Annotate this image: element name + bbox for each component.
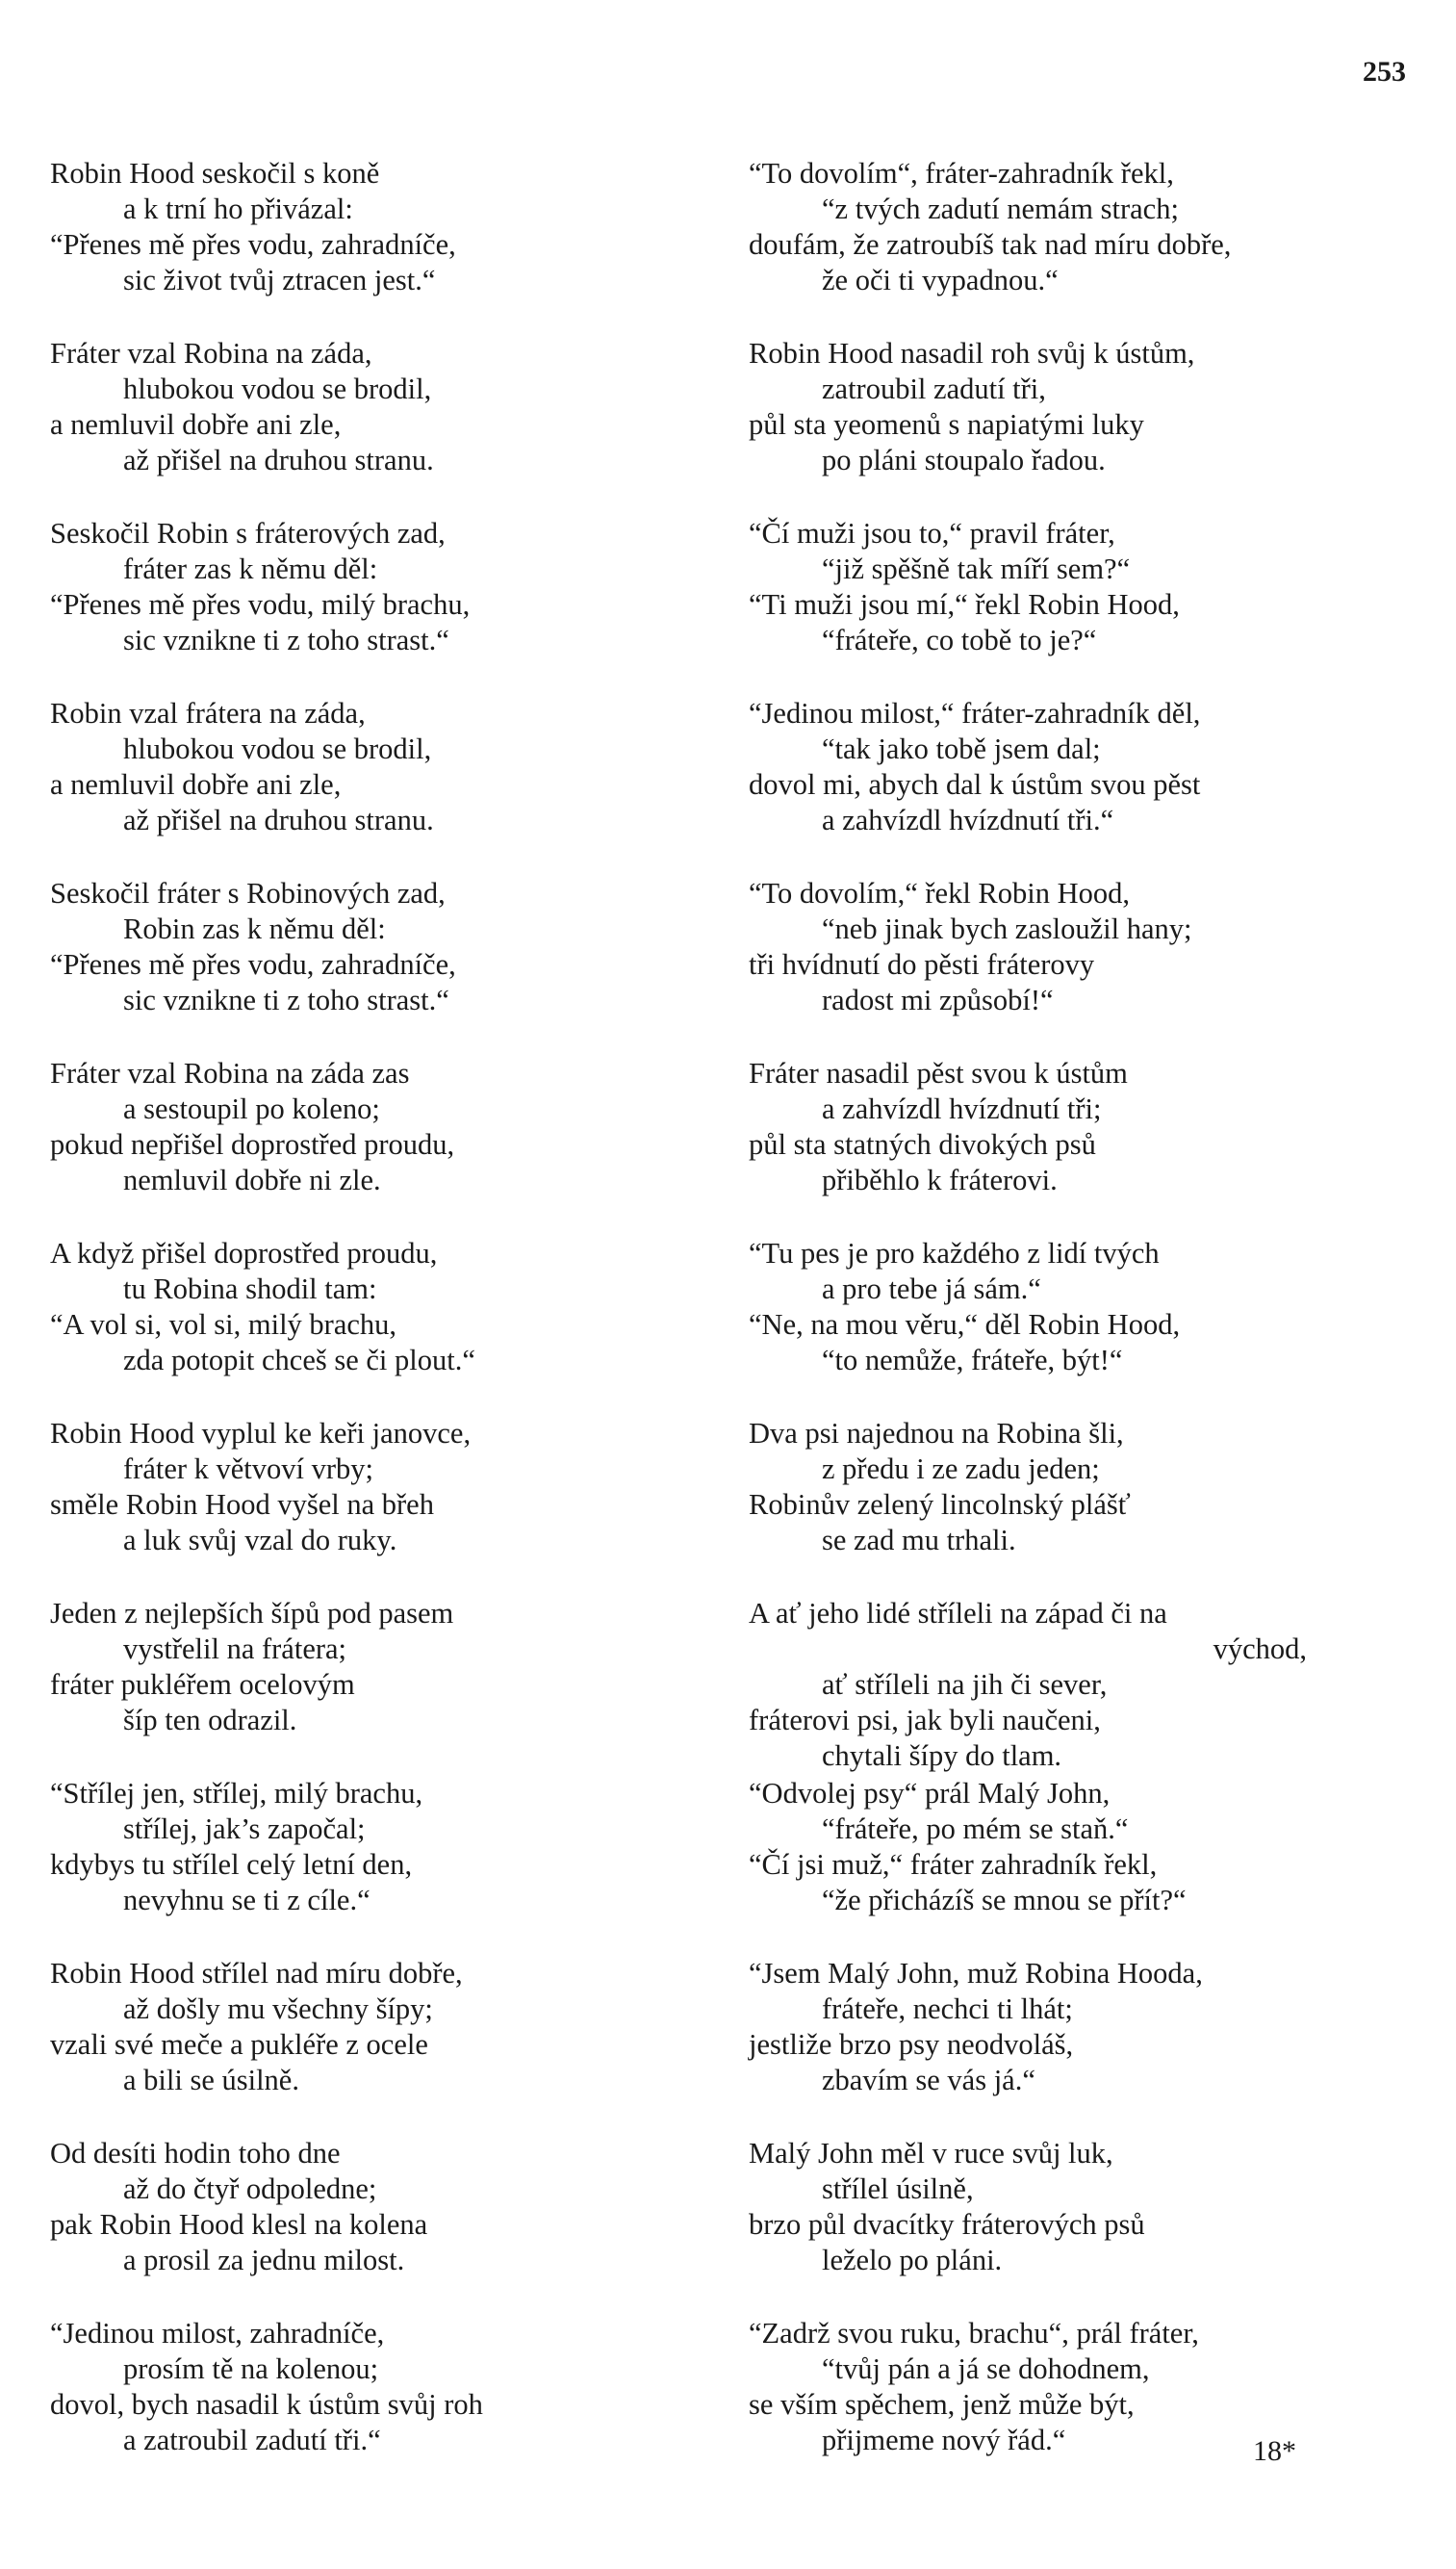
verse-line: Fráter vzal Robina na záda zas bbox=[50, 1057, 410, 1090]
verse-line: fráter pukléřem ocelovým bbox=[50, 1668, 355, 1701]
verse-line: “že přicházíš se mnou se přít?“ bbox=[822, 1884, 1187, 1916]
stanza bbox=[749, 1776, 1422, 1956]
verse-line: střílej, jak’s započal; bbox=[123, 1812, 366, 1845]
verse-line: zatroubil zadutí tři, bbox=[822, 373, 1046, 405]
page-number: 253 bbox=[1363, 56, 1406, 88]
stanza bbox=[50, 156, 714, 336]
verse-line: dovol, bych nasadil k ústům svůj roh bbox=[50, 2388, 483, 2421]
verse-line: “Ti muži jsou mí,“ řekl Robin Hood, bbox=[749, 588, 1180, 621]
verse-line: “tvůj pán a já se dohodnem, bbox=[822, 2352, 1150, 2385]
verse-line: Robin vzal frátera na záda, bbox=[50, 697, 366, 730]
stanza bbox=[749, 2316, 1422, 2496]
verse-line: zbavím se vás já.“ bbox=[822, 2064, 1035, 2096]
verse-line: vystřelil na frátera; bbox=[123, 1632, 347, 1665]
right-column bbox=[749, 156, 1422, 2496]
verse-line: východ, bbox=[1213, 1632, 1307, 1665]
verse-line: “Jedinou milost,“ fráter-zahradník děl, bbox=[749, 697, 1201, 730]
verse-line: “již spěšně tak míří sem?“ bbox=[822, 552, 1131, 585]
verse-line: fráterovi psi, jak byli naučeni, bbox=[749, 1704, 1101, 1736]
verse-line: tři hvídnutí do pěsti fráterovy bbox=[749, 948, 1095, 981]
stanza bbox=[50, 1416, 714, 1596]
verse-line: doufám, že zatroubíš tak nad míru dobře, bbox=[749, 228, 1232, 261]
stanza bbox=[50, 1776, 714, 1956]
verse-line: a zahvízdl hvízdnutí tři.“ bbox=[822, 804, 1114, 836]
verse-line: směle Robin Hood vyšel na břeh bbox=[50, 1488, 434, 1521]
stanza bbox=[749, 156, 1422, 336]
verse-line: “To dovolím“, fráter-zahradník řekl, bbox=[749, 157, 1174, 190]
verse-line: “Střílej jen, střílej, milý brachu, bbox=[50, 1777, 423, 1810]
verse-line: jestliže brzo psy neodvoláš, bbox=[749, 2028, 1074, 2061]
verse-line: nevyhnu se ti z cíle.“ bbox=[123, 1884, 370, 1916]
verse-line: pak Robin Hood klesl na kolena bbox=[50, 2208, 428, 2241]
verse-line: Fráter nasadil pěst svou k ústům bbox=[749, 1057, 1128, 1090]
stanza bbox=[749, 1596, 1422, 1776]
verse-line: kdybys tu střílel celý letní den, bbox=[50, 1848, 413, 1881]
verse-line: “z tvých zadutí nemám strach; bbox=[822, 193, 1179, 225]
verse-line: a prosil za jednu milost. bbox=[123, 2244, 405, 2276]
verse-line: a nemluvil dobře ani zle, bbox=[50, 768, 342, 801]
verse-line: a nemluvil dobře ani zle, bbox=[50, 408, 342, 441]
verse-line: se vším spěchem, jenž může být, bbox=[749, 2388, 1135, 2421]
verse-line: Robin Hood střílel nad míru dobře, bbox=[50, 1957, 463, 1990]
stanza bbox=[50, 1956, 714, 2136]
verse-line: vzali své meče a pukléře z ocele bbox=[50, 2028, 428, 2061]
verse-line: brzo půl dvacítky fráterových psů bbox=[749, 2208, 1145, 2241]
verse-line: Robin Hood seskočil s koně bbox=[50, 157, 380, 190]
verse-line: Seskočil fráter s Robinových zad, bbox=[50, 877, 446, 910]
stanza bbox=[749, 1956, 1422, 2136]
verse-line: “Čí jsi muž,“ fráter zahradník řekl, bbox=[749, 1848, 1158, 1881]
verse-line: “Odvolej psy“ prál Malý John, bbox=[749, 1777, 1111, 1810]
stanza bbox=[50, 336, 714, 516]
verse-line: “A vol si, vol si, milý brachu, bbox=[50, 1308, 397, 1341]
verse-line: a zatroubil zadutí tři.“ bbox=[123, 2424, 381, 2456]
verse-line: “fráteře, co tobě to je?“ bbox=[822, 624, 1097, 656]
verse-line: střílel úsilně, bbox=[822, 2172, 974, 2205]
verse-line: “Tu pes je pro každého z lidí tvých bbox=[749, 1237, 1160, 1270]
verse-line: hlubokou vodou se brodil, bbox=[123, 732, 432, 765]
verse-line: tu Robina shodil tam: bbox=[123, 1272, 377, 1305]
verse-line: Robin Hood vyplul ke keři janovce, bbox=[50, 1417, 472, 1450]
verse-line: leželo po pláni. bbox=[822, 2244, 1003, 2276]
verse-line: pokud nepřišel doprostřed proudu, bbox=[50, 1128, 455, 1161]
verse-line: A když přišel doprostřed proudu, bbox=[50, 1237, 438, 1270]
verse-line: Seskočil Robin s fráterových zad, bbox=[50, 517, 446, 550]
stanza bbox=[50, 1056, 714, 1236]
stanza bbox=[50, 2316, 714, 2496]
stanza bbox=[749, 696, 1422, 876]
verse-line: přijmeme nový řád.“ bbox=[822, 2424, 1066, 2456]
verse-line: Robinův zelený lincolnský plášť bbox=[749, 1488, 1131, 1521]
verse-line: Robin Hood nasadil roh svůj k ústům, bbox=[749, 337, 1195, 370]
stanza bbox=[50, 2136, 714, 2316]
verse-line: “Přenes mě přes vodu, zahradníče, bbox=[50, 228, 456, 261]
verse-line: “neb jinak bych zasloužil hany; bbox=[822, 912, 1192, 945]
verse-line: až došly mu všechny šípy; bbox=[123, 1992, 433, 2025]
verse-line: šíp ten odrazil. bbox=[123, 1704, 297, 1736]
verse-line: “Přenes mě přes vodu, milý brachu, bbox=[50, 588, 471, 621]
stanza bbox=[50, 1236, 714, 1416]
stanza bbox=[749, 336, 1422, 516]
verse-line: Fráter vzal Robina na záda, bbox=[50, 337, 372, 370]
verse-line: A ať jeho lidé stříleli na západ či na bbox=[749, 1597, 1167, 1630]
stanza bbox=[749, 876, 1422, 1056]
verse-line: a zahvízdl hvízdnutí tři; bbox=[822, 1092, 1102, 1125]
stanza bbox=[749, 1056, 1422, 1236]
verse-line: prosím tě na kolenou; bbox=[123, 2352, 379, 2385]
stanza bbox=[749, 1236, 1422, 1416]
verse-line: “to nemůže, fráteře, být!“ bbox=[822, 1344, 1123, 1376]
verse-line: Malý John měl v ruce svůj luk, bbox=[749, 2137, 1113, 2170]
verse-line: se zad mu trhali. bbox=[822, 1524, 1016, 1556]
verse-line: “Jedinou milost, zahradníče, bbox=[50, 2317, 385, 2350]
verse-line: hlubokou vodou se brodil, bbox=[123, 373, 432, 405]
stanza bbox=[749, 2136, 1422, 2316]
verse-line: Dva psi najednou na Robina šli, bbox=[749, 1417, 1124, 1450]
signature-mark: 18* bbox=[1253, 2435, 1296, 2467]
verse-line: fráter zas k němu děl: bbox=[123, 552, 378, 585]
verse-line: že oči ti vypadnou.“ bbox=[822, 264, 1059, 296]
verse-line: fráteře, nechci ti lhát; bbox=[822, 1992, 1073, 2025]
verse-line: “Čí muži jsou to,“ pravil fráter, bbox=[749, 517, 1115, 550]
verse-line: chytali šípy do tlam. bbox=[822, 1739, 1062, 1772]
verse-line: Robin zas k němu děl: bbox=[123, 912, 386, 945]
verse-line: “tak jako tobě jsem dal; bbox=[822, 732, 1101, 765]
stanza bbox=[50, 1596, 714, 1776]
verse-line: Od desíti hodin toho dne bbox=[50, 2137, 341, 2170]
verse-line: Jeden z nejlepších šípů pod pasem bbox=[50, 1597, 454, 1630]
stanza bbox=[50, 516, 714, 696]
verse-line: radost mi způsobí!“ bbox=[822, 984, 1054, 1016]
verse-line: sic vznikne ti z toho strast.“ bbox=[123, 984, 449, 1016]
verse-line: až přišel na druhou stranu. bbox=[123, 804, 434, 836]
verse-line: a sestoupil po koleno; bbox=[123, 1092, 380, 1125]
stanza bbox=[749, 516, 1422, 696]
stanza bbox=[50, 696, 714, 876]
verse-line: až přišel na druhou stranu. bbox=[123, 444, 434, 476]
verse-line: a luk svůj vzal do ruky. bbox=[123, 1524, 397, 1556]
verse-line: “fráteře, po mém se staň.“ bbox=[822, 1812, 1129, 1845]
verse-line: dovol mi, abych dal k ústům svou pěst bbox=[749, 768, 1201, 801]
verse-line: z předu i ze zadu jeden; bbox=[822, 1452, 1100, 1485]
verse-line: po pláni stoupalo řadou. bbox=[822, 444, 1106, 476]
verse-line: “To dovolím,“ řekl Robin Hood, bbox=[749, 877, 1131, 910]
stanza bbox=[50, 876, 714, 1056]
verse-line: “Jsem Malý John, muž Robina Hooda, bbox=[749, 1957, 1203, 1990]
verse-line: a pro tebe já sám.“ bbox=[822, 1272, 1041, 1305]
verse-line: sic život tvůj ztracen jest.“ bbox=[123, 264, 436, 296]
left-column bbox=[50, 156, 714, 2496]
verse-line: zda potopit chceš se či plout.“ bbox=[123, 1344, 475, 1376]
verse-line: “Přenes mě přes vodu, zahradníče, bbox=[50, 948, 456, 981]
verse-line: sic vznikne ti z toho strast.“ bbox=[123, 624, 449, 656]
verse-line: přiběhlo k fráterovi. bbox=[822, 1164, 1058, 1196]
verse-line: až do čtyř odpoledne; bbox=[123, 2172, 377, 2205]
verse-line: ať stříleli na jih či sever, bbox=[822, 1668, 1108, 1701]
verse-line: půl sta yeomenů s napiatými luky bbox=[749, 408, 1144, 441]
verse-line: “Zadrž svou ruku, brachu“, prál fráter, bbox=[749, 2317, 1199, 2350]
stanza bbox=[749, 1416, 1422, 1596]
verse-line: “Ne, na mou věru,“ děl Robin Hood, bbox=[749, 1308, 1181, 1341]
verse-line: půl sta statných divokých psů bbox=[749, 1128, 1096, 1161]
verse-line: nemluvil dobře ni zle. bbox=[123, 1164, 381, 1196]
verse-line: a bili se úsilně. bbox=[123, 2064, 299, 2096]
verse-line: fráter k větvoví vrby; bbox=[123, 1452, 374, 1485]
verse-line: a k trní ho přivázal: bbox=[123, 193, 353, 225]
